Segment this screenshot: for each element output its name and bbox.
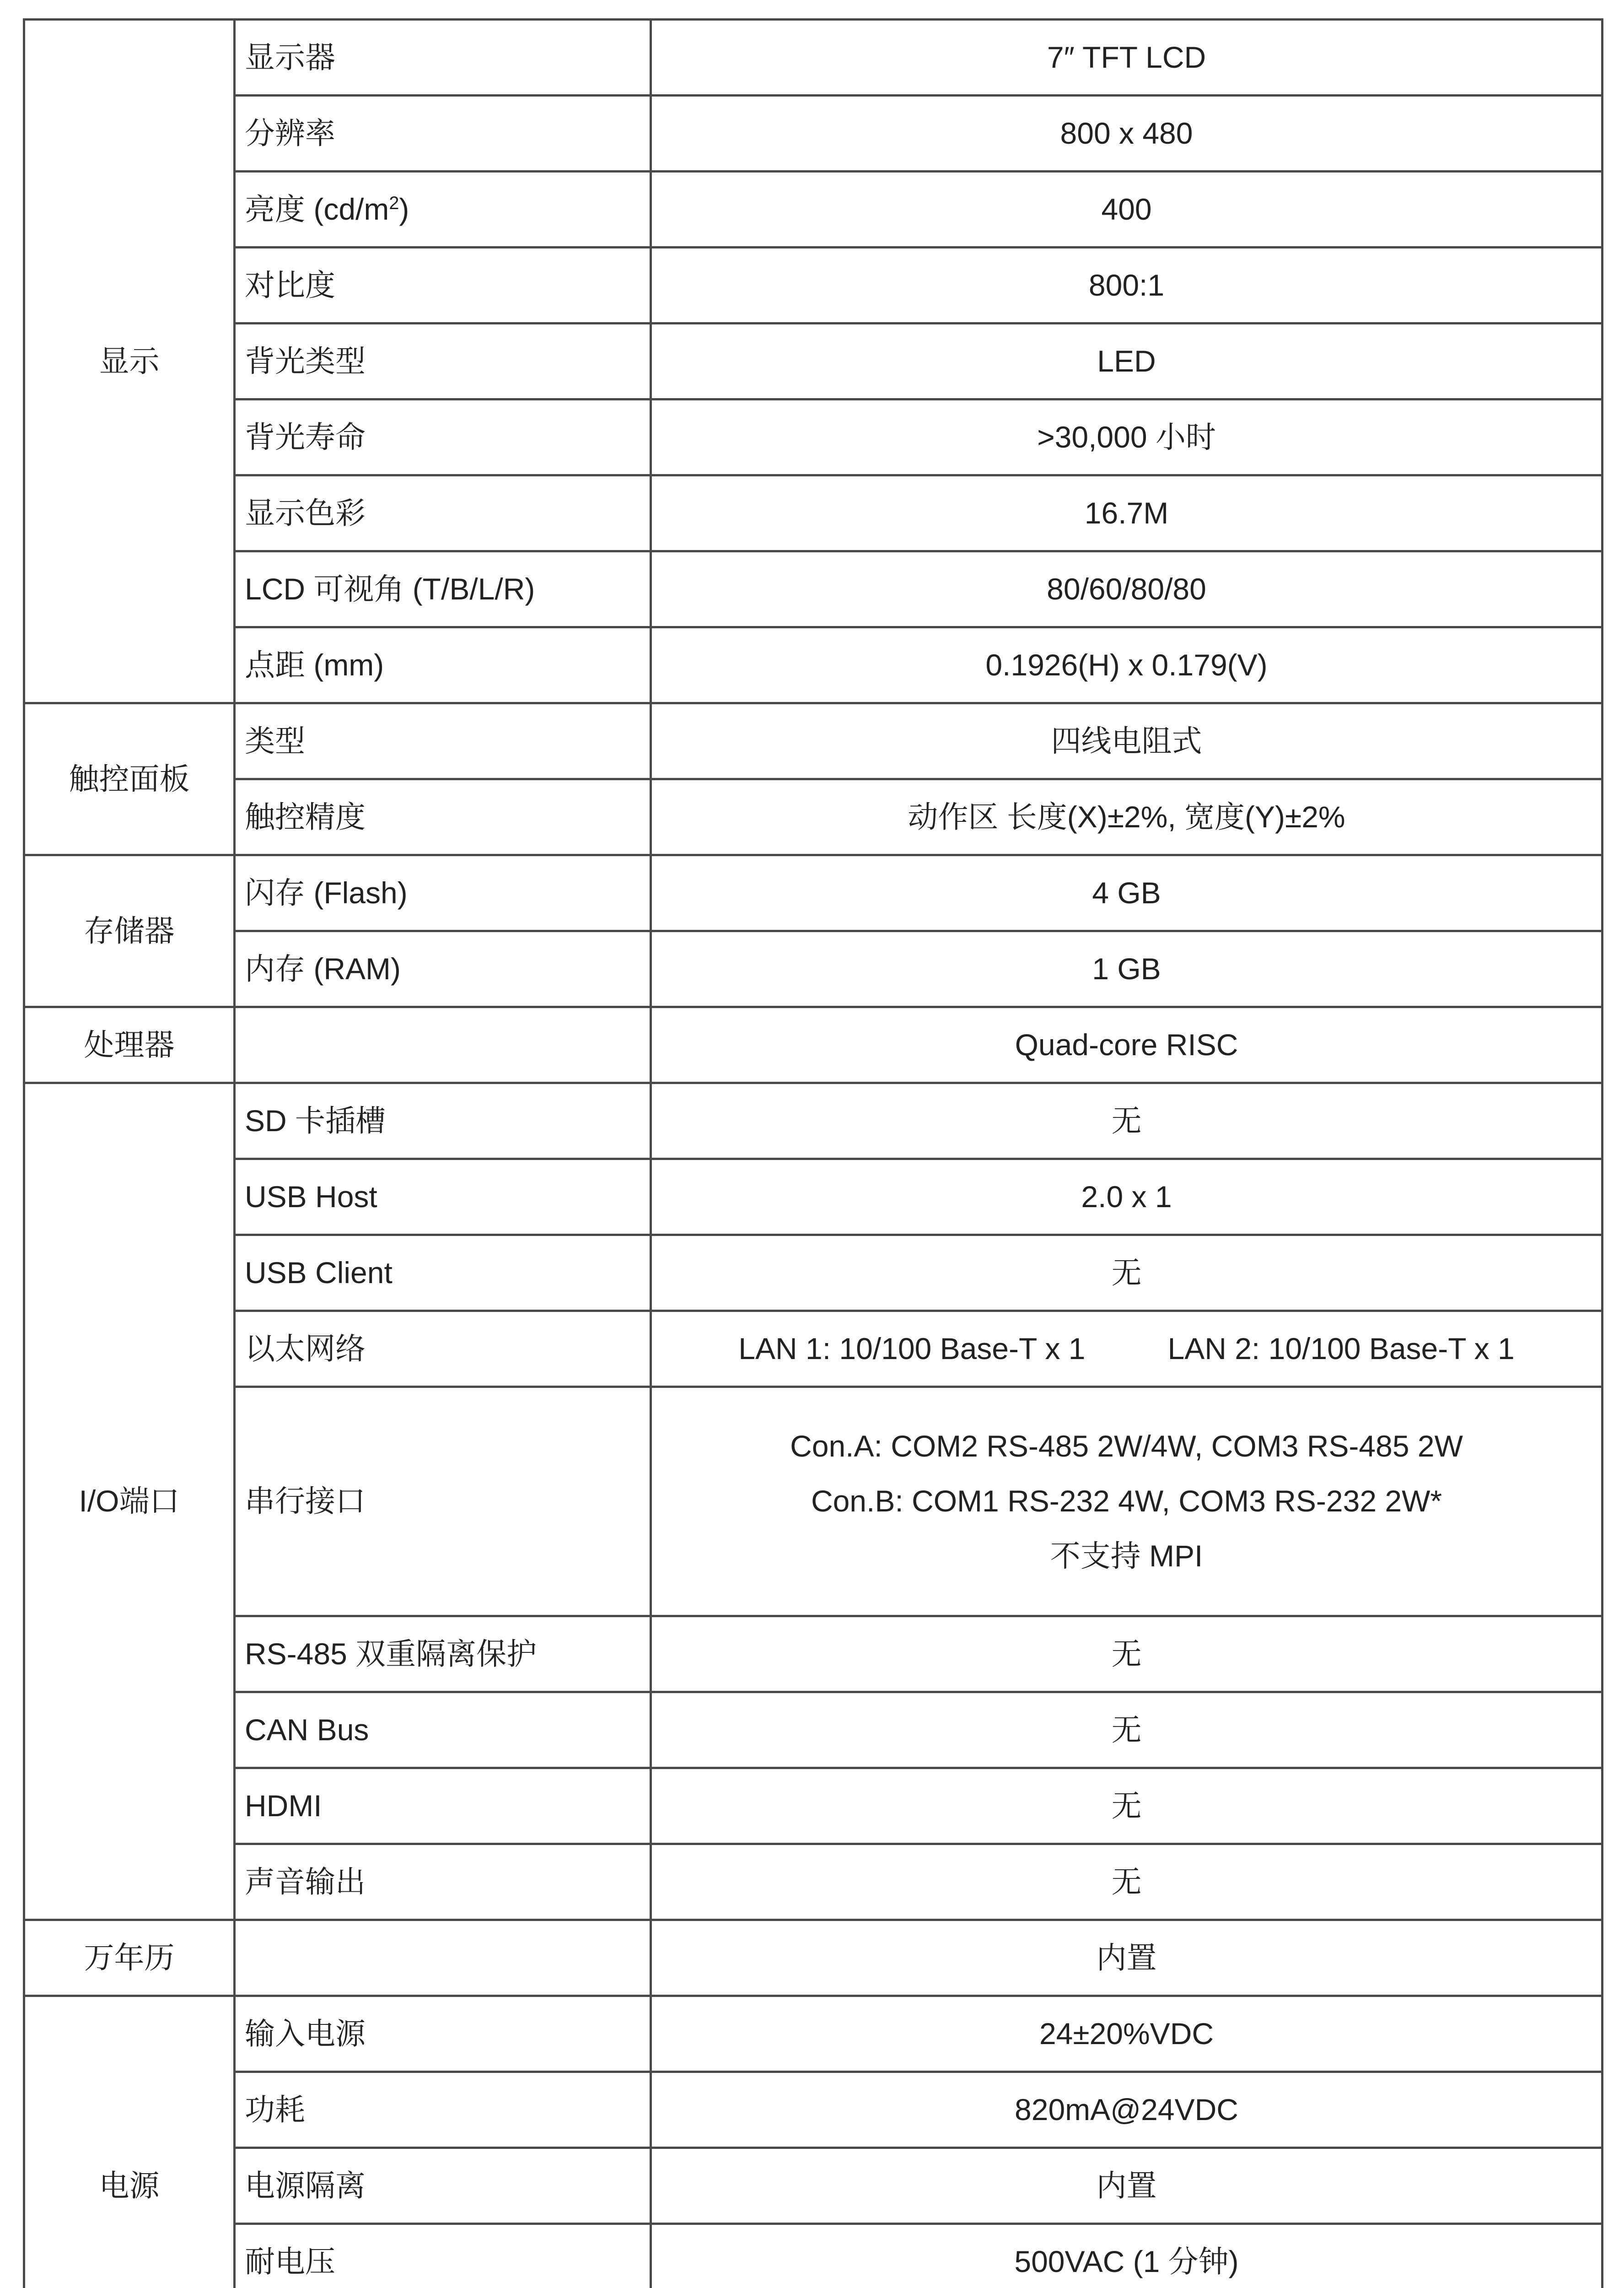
spec-row [24, 1920, 1602, 1996]
item-label: LCD 可视角 (T/B/L/R) [235, 551, 651, 627]
spec-row [24, 1007, 1602, 1083]
item-value: 无 [651, 1616, 1602, 1692]
item-value: 无 [651, 1844, 1602, 1920]
item-label: 对比度 [235, 248, 651, 324]
item-value [651, 1387, 1602, 1616]
category-cell: 处理器 [24, 1007, 235, 1083]
item-label: 以太网络 [235, 1311, 651, 1387]
category-cell: 万年历 [24, 1920, 235, 1996]
item-value: 24±20%VDC [651, 1996, 1602, 2072]
item-value: Quad-core RISC [651, 1007, 1602, 1083]
value-line: 不支持 MPI [1050, 1538, 1203, 1573]
item-label-tail: ) [399, 192, 409, 226]
spec-row [24, 1159, 1602, 1235]
item-label: 类型 [235, 703, 651, 779]
spec-row [24, 855, 1602, 931]
item-label: USB Client [235, 1235, 651, 1311]
spec-row [24, 1616, 1602, 1692]
item-label: SD 卡插槽 [235, 1083, 651, 1159]
value-line: Con.A: COM2 RS-485 2W/4W, COM3 RS-485 2W [790, 1429, 1463, 1463]
spec-row [24, 2148, 1602, 2224]
category-cell: I/O端口 [24, 1083, 235, 1920]
item-label: 显示色彩 [235, 475, 651, 551]
item-label [235, 1007, 651, 1083]
spec-row [24, 703, 1602, 779]
item-value: LED [651, 324, 1602, 399]
item-value: >30,000 小时 [651, 399, 1602, 475]
spec-row [24, 2072, 1602, 2148]
item-value: 7″ TFT LCD [651, 20, 1602, 96]
item-value: 无 [651, 1235, 1602, 1311]
spec-row [24, 96, 1602, 172]
item-value: 80/60/80/80 [651, 551, 1602, 627]
value-lan2: LAN 2: 10/100 Base-T x 1 [1167, 1331, 1515, 1365]
item-value: 无 [651, 1692, 1602, 1768]
category-cell: 存储器 [24, 855, 235, 1007]
item-value: 800:1 [651, 248, 1602, 324]
spec-row [24, 20, 1602, 96]
item-label-text: 亮度 (cd/m [245, 192, 389, 226]
category-cell: 电源 [24, 1996, 235, 2288]
spec-table [23, 18, 1603, 2288]
item-label: CAN Bus [235, 1692, 651, 1768]
spec-row [24, 551, 1602, 627]
spec-row [24, 1844, 1602, 1920]
item-label: 显示器 [235, 20, 651, 96]
item-value: 4 GB [651, 855, 1602, 931]
item-value: 1 GB [651, 931, 1602, 1007]
item-label: 分辨率 [235, 96, 651, 172]
item-value: 四线电阻式 [651, 703, 1602, 779]
category-cell: 触控面板 [24, 703, 235, 855]
item-label: 电源隔离 [235, 2148, 651, 2224]
item-value: 2.0 x 1 [651, 1159, 1602, 1235]
item-label-superscript: 2 [389, 193, 399, 213]
spec-row [24, 324, 1602, 399]
value-lan1: LAN 1: 10/100 Base-T x 1 [738, 1331, 1086, 1365]
item-value: 400 [651, 172, 1602, 248]
item-value: 内置 [651, 1920, 1602, 1996]
item-label: RS-485 双重隔离保护 [235, 1616, 651, 1692]
spec-row [24, 399, 1602, 475]
spec-row [24, 475, 1602, 551]
item-value: 820mA@24VDC [651, 2072, 1602, 2148]
item-label: 串行接口 [235, 1387, 651, 1616]
category-cell: 显示 [24, 20, 235, 703]
spec-row [24, 172, 1602, 248]
item-value: 无 [651, 1083, 1602, 1159]
spec-table-body [24, 20, 1602, 2288]
item-label: 输入电源 [235, 1996, 651, 2072]
item-label: 触控精度 [235, 779, 651, 855]
value-line: Con.B: COM1 RS-232 4W, COM3 RS-232 2W* [811, 1484, 1442, 1518]
item-label: HDMI [235, 1768, 651, 1844]
item-value: 无 [651, 1768, 1602, 1844]
spec-row [24, 779, 1602, 855]
spec-row [24, 1083, 1602, 1159]
item-value: 16.7M [651, 475, 1602, 551]
spec-row [24, 1387, 1602, 1616]
spec-row [24, 627, 1602, 703]
item-value: 内置 [651, 2148, 1602, 2224]
item-value: 动作区 长度(X)±2%, 宽度(Y)±2% [651, 779, 1602, 855]
item-label: 耐电压 [235, 2224, 651, 2288]
item-label: 功耗 [235, 2072, 651, 2148]
item-label: 内存 (RAM) [235, 931, 651, 1007]
item-label: 背光寿命 [235, 399, 651, 475]
item-value: 0.1926(H) x 0.179(V) [651, 627, 1602, 703]
item-label: 声音输出 [235, 1844, 651, 1920]
item-label: 点距 (mm) [235, 627, 651, 703]
item-label [235, 1920, 651, 1996]
spec-row [24, 248, 1602, 324]
item-label [235, 172, 651, 248]
spec-row [24, 1768, 1602, 1844]
item-label: USB Host [235, 1159, 651, 1235]
spec-row [24, 931, 1602, 1007]
spec-row [24, 1692, 1602, 1768]
item-label: 背光类型 [235, 324, 651, 399]
spec-row [24, 1311, 1602, 1387]
item-value [651, 1311, 1602, 1387]
item-value: 500VAC (1 分钟) [651, 2224, 1602, 2288]
item-label: 闪存 (Flash) [235, 855, 651, 931]
spec-row [24, 1235, 1602, 1311]
spec-row [24, 1996, 1602, 2072]
item-value: 800 x 480 [651, 96, 1602, 172]
spec-row [24, 2224, 1602, 2288]
